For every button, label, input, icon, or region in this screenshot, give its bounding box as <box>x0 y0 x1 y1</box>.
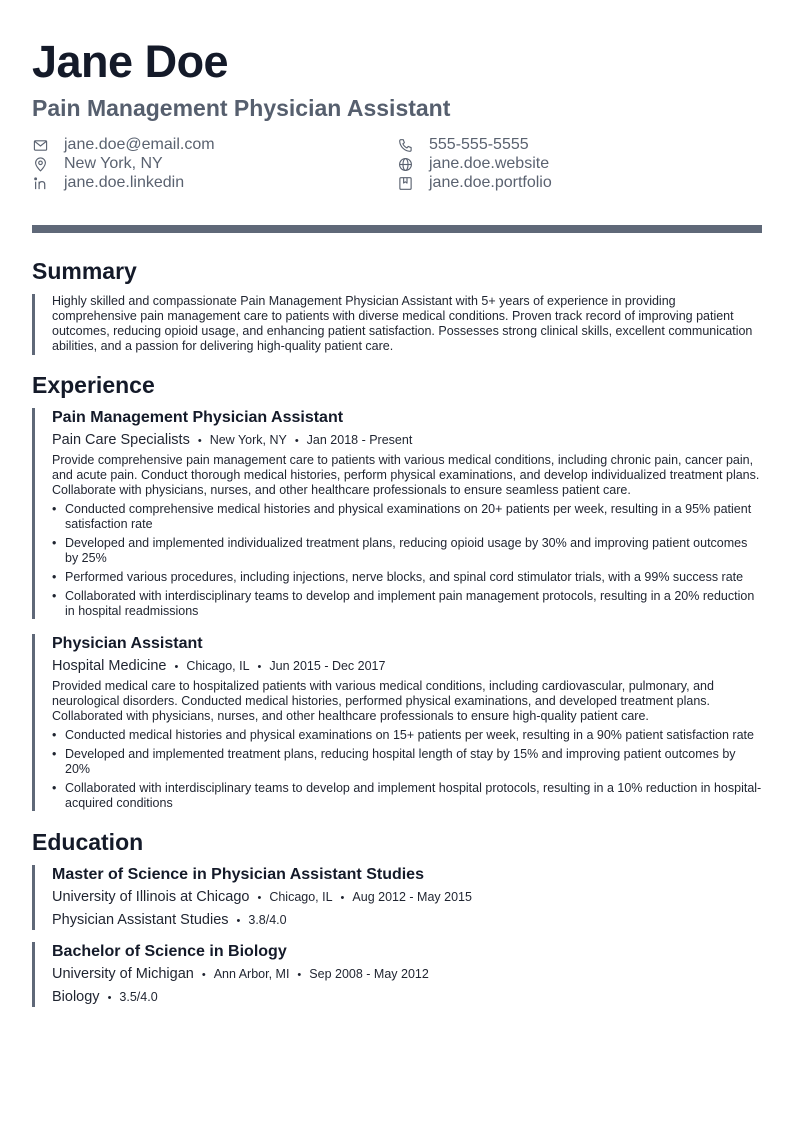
job-achievements <box>52 728 762 811</box>
header-divider <box>32 225 762 233</box>
contact-list <box>32 136 762 192</box>
achievement-item <box>52 747 762 777</box>
separator-dot: • <box>174 661 179 673</box>
school-meta <box>52 888 762 907</box>
achievement-item <box>52 502 762 532</box>
contact-portfolio[interactable] <box>397 174 762 192</box>
achievement-text: Developed and implemented treatment plans, reducing hospital length of stay by 15% and improving patient outcomes by 20% <box>65 747 736 776</box>
experience-heading: Experience <box>32 372 155 398</box>
job-meta <box>52 431 762 450</box>
contact-location-text: New York, NY <box>64 155 163 172</box>
summary-heading: Summary <box>32 258 137 284</box>
job-achievements <box>52 502 762 619</box>
job-location: New York, NY <box>209 433 287 447</box>
job-dates: Jan 2018 - Present <box>306 433 413 447</box>
school-location: Chicago, IL <box>269 890 333 904</box>
linkedin-icon <box>32 175 48 191</box>
achievement-text: Performed various procedures, including injections, nerve blocks, and spinal cord stimulator trials, with a 99% success rate <box>65 570 744 584</box>
contact-website-text: jane.doe.website <box>429 155 550 172</box>
job-title: Pain Management Physician Assistant <box>52 409 344 426</box>
bullet-marker: • <box>52 728 57 742</box>
job-description: Provided medical care to hospitalized patients with various medical conditions, including cardiovascular, pulmonary, and neurological disorders. Conducted medical histories, performed physical examinations, and developed treatment plans. Collaborated with physicians, nurses, and other healthcare professionals to ensure high-quality patient care. <box>52 679 714 723</box>
contact-location <box>32 155 397 173</box>
achievement-text: Collaborated with interdisciplinary teams to develop and implement pain management protocols, resulting in a 20% reduction in hospital readmissions <box>65 589 755 618</box>
field-of-study: Physician Assistant Studies <box>52 912 229 928</box>
achievement-text: Developed and implemented individualized treatment plans, reducing opioid usage by 30% and improving patient outcomes by 25% <box>65 536 748 565</box>
field-meta <box>52 911 762 930</box>
bookmark-book-icon <box>397 175 413 191</box>
bullet-marker: • <box>52 747 57 761</box>
school-dates: Aug 2012 - May 2015 <box>352 890 472 904</box>
school-location: Ann Arbor, MI <box>213 967 290 981</box>
company-name: Hospital Medicine <box>52 658 167 674</box>
achievement-text: Conducted comprehensive medical histories and physical examinations on 20+ patients per week, resulting in a 95% patient satisfaction rate <box>65 502 752 531</box>
separator-dot: • <box>340 892 345 904</box>
bullet-marker: • <box>52 570 57 584</box>
bullet-marker: • <box>52 589 57 603</box>
achievement-item <box>52 728 762 743</box>
location-pin-icon <box>32 156 48 172</box>
contact-linkedin[interactable] <box>32 174 397 192</box>
candidate-name: Jane Doe <box>32 36 229 87</box>
achievement-item <box>52 589 762 619</box>
contact-portfolio-text: jane.doe.portfolio <box>429 174 552 191</box>
field-of-study: Biology <box>52 989 100 1005</box>
education-entry <box>32 865 762 930</box>
globe-icon <box>397 156 413 172</box>
education-entry <box>32 942 762 1007</box>
education-heading: Education <box>32 829 144 855</box>
achievement-text: Collaborated with interdisciplinary teams to develop and implement hospital protocols, resulting in a 10% reduction in hospital-acquired conditions <box>65 781 762 810</box>
contact-email[interactable] <box>32 136 397 154</box>
separator-dot: • <box>257 661 262 673</box>
school-meta <box>52 965 762 984</box>
separator-dot: • <box>201 969 206 981</box>
job-title: Physician Assistant <box>52 635 203 652</box>
separator-dot: • <box>294 435 299 447</box>
achievement-text: Conducted medical histories and physical examinations on 15+ patients per week, resulting in a 90% patient satisfaction rate <box>65 728 754 742</box>
field-meta <box>52 988 762 1007</box>
company-name: Pain Care Specialists <box>52 432 190 448</box>
achievement-item <box>52 781 762 811</box>
contact-phone[interactable] <box>397 136 762 154</box>
gpa: 3.5/4.0 <box>119 990 158 1004</box>
contact-phone-text: 555-555-5555 <box>429 136 529 153</box>
summary-text: Highly skilled and compassionate Pain Management Physician Assistant with 5+ years of experience in providing comprehensive pain management care to patients with diverse medical conditions. Proven track record of improving patient outcomes, reducing opioid usage, and enhancing patient satisfaction. Possesses strong clinical skills, excellent communication abilities, and a passion for delivering high-quality patient care. <box>32 294 762 355</box>
mail-icon <box>32 137 48 153</box>
job-location: Chicago, IL <box>186 659 250 673</box>
separator-dot: • <box>257 892 262 904</box>
separator-dot: • <box>297 969 302 981</box>
achievement-item <box>52 570 762 585</box>
school-name: University of Michigan <box>52 966 194 982</box>
experience-entry <box>32 408 762 619</box>
separator-dot: • <box>197 435 202 447</box>
job-dates: Jun 2015 - Dec 2017 <box>269 659 386 673</box>
achievement-item <box>52 536 762 566</box>
job-description: Provide comprehensive pain management care to patients with various medical conditions, including chronic pain, cancer pain, and acute pain. Conduct thorough medical histories, perform physical examinations, and develop individualized treatment plans. Collaborate with physicians, nurses, and other healthcare professionals to ensure seamless patient care. <box>52 453 760 497</box>
phone-icon <box>397 137 413 153</box>
degree-title: Bachelor of Science in Biology <box>52 943 287 960</box>
contact-linkedin-text: jane.doe.linkedin <box>64 174 185 191</box>
contact-website[interactable] <box>397 155 762 173</box>
job-meta <box>52 657 762 676</box>
candidate-role: Pain Management Physician Assistant <box>32 95 451 121</box>
bullet-marker: • <box>52 781 57 795</box>
bullet-marker: • <box>52 502 57 516</box>
contact-email-text: jane.doe@email.com <box>64 136 215 153</box>
bullet-marker: • <box>52 536 57 550</box>
separator-dot: • <box>236 915 241 927</box>
separator-dot: • <box>107 992 112 1004</box>
school-dates: Sep 2008 - May 2012 <box>309 967 429 981</box>
school-name: University of Illinois at Chicago <box>52 889 250 905</box>
degree-title: Master of Science in Physician Assistant Studies <box>52 866 424 883</box>
experience-entry <box>32 634 762 811</box>
gpa: 3.8/4.0 <box>248 913 287 927</box>
